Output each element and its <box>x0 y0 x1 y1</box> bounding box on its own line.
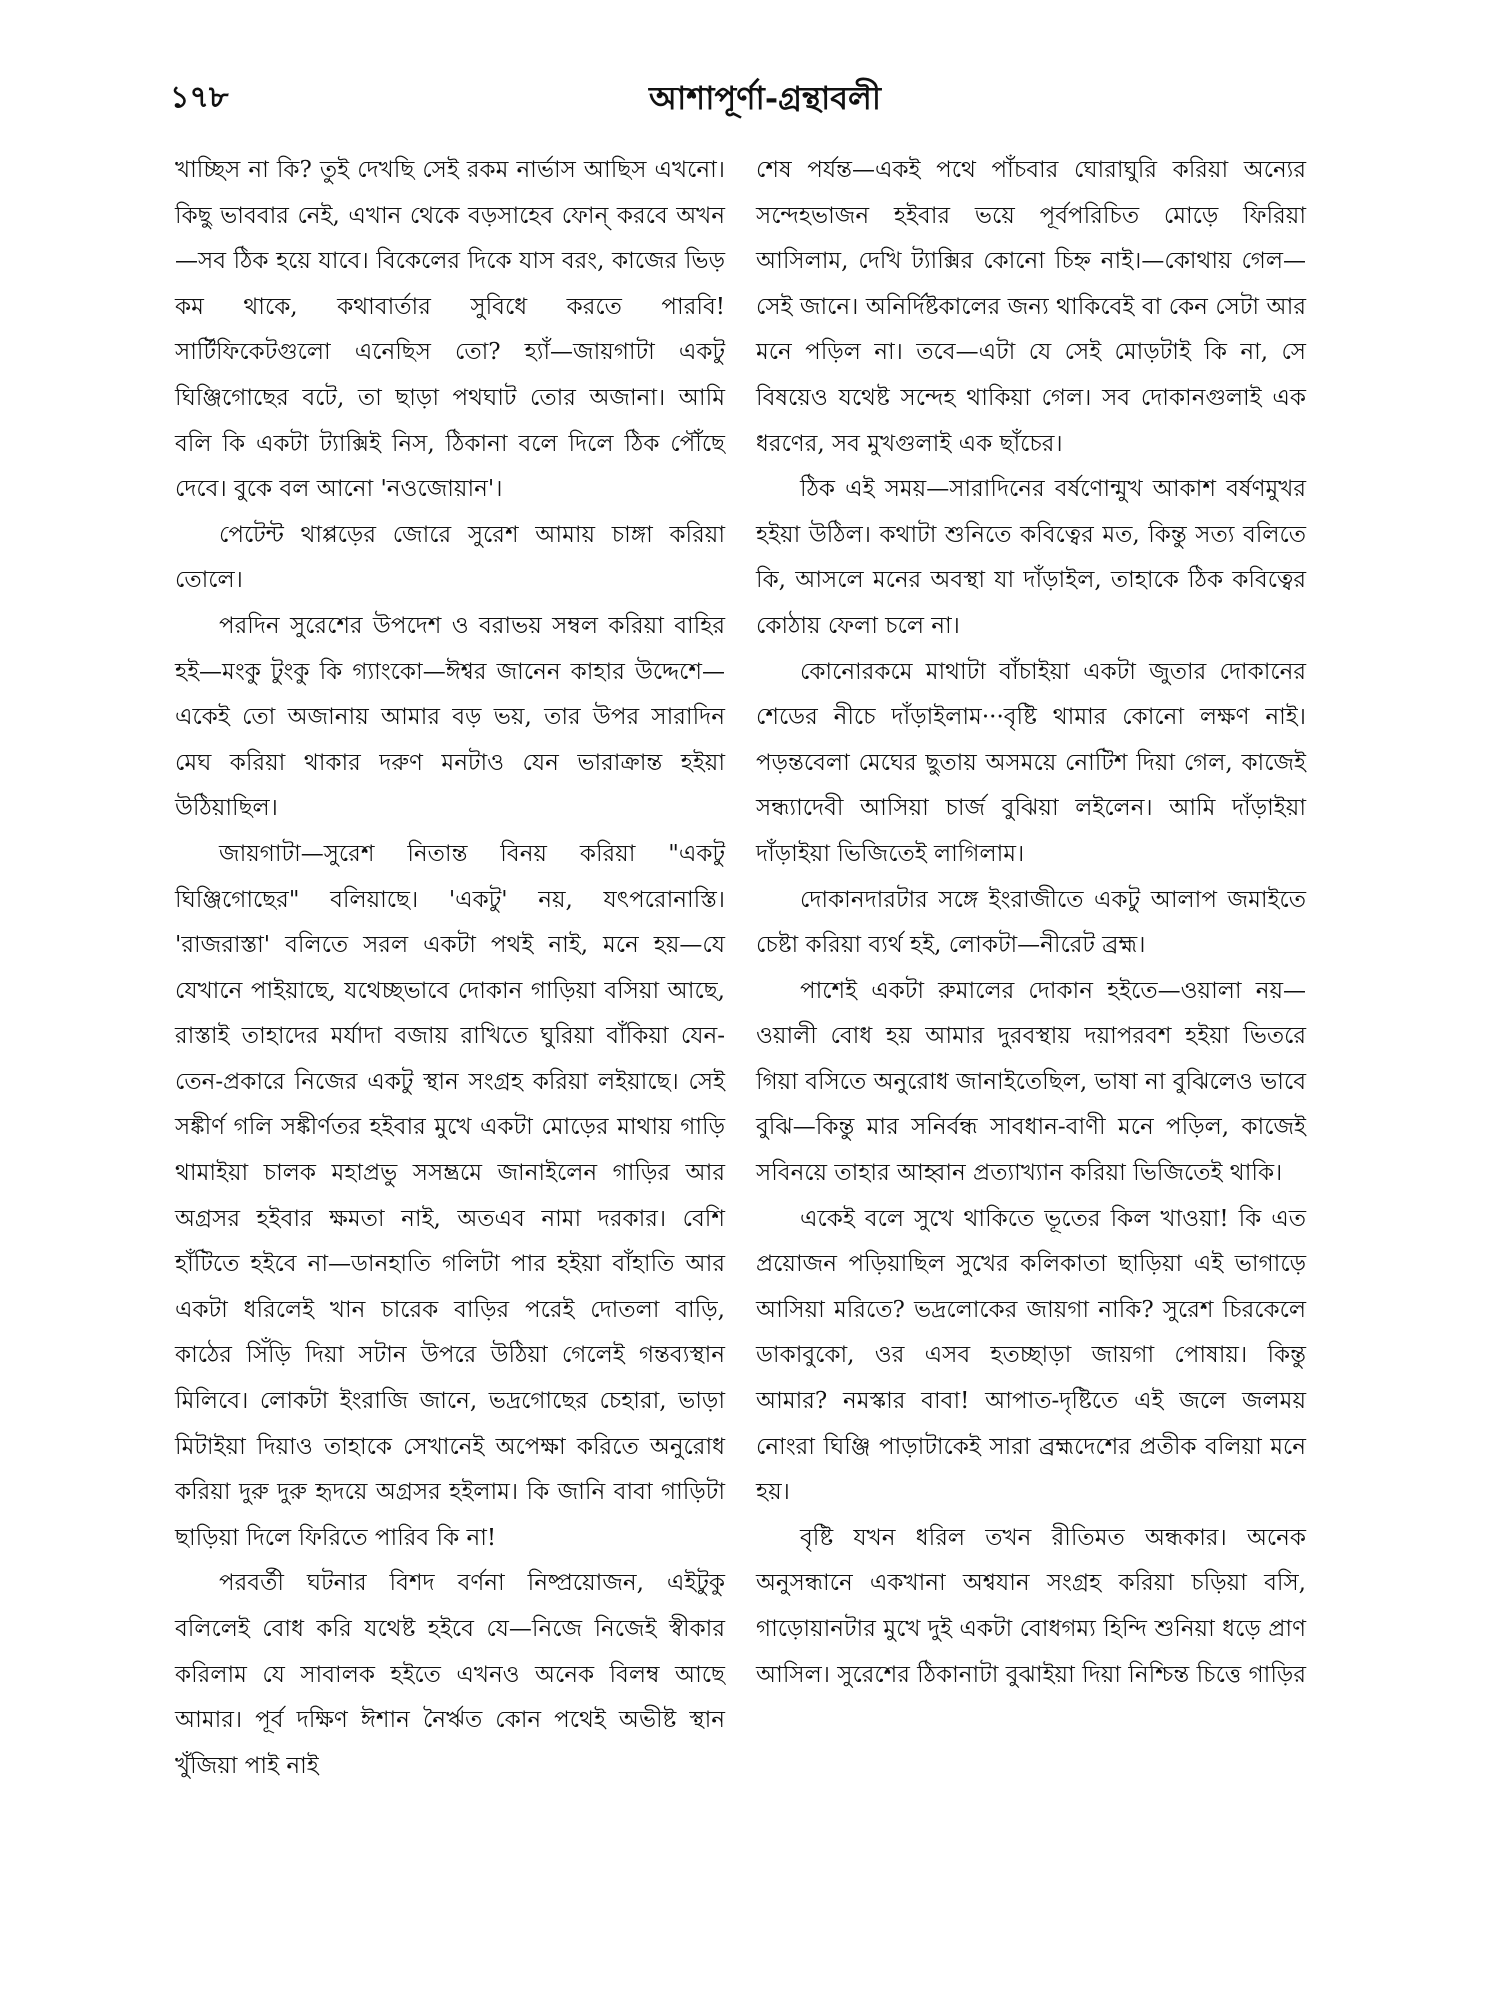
paragraph: একেই বলে সুখে থাকিতে ভূতের কিল খাওয়া! কি এত প্রয়োজন পড়িয়াছিল সুখের কলিকাতা ছাড়িয়া এই ভাগাড়ে আসিয়া মরিতে? ভদ্রলোকের জায়গা নাকি? সুরেশ চিরকেলে ডাকাবুকো, ওর এসব হতচ্ছাড়া জায়গা পোষায়। কিন্তু আমার? নমস্কার বাবা! আপাত-দৃষ্টিতে এই জলে জলময় নোংরা ঘিঞ্জি পাড়াটাকেই সারা ব্রহ্মদেশের প্রতীক বলিয়া মনে হয়। <box>756 1205 1306 1506</box>
paragraph: খাচ্ছিস না কি? তুই দেখছি সেই রকম নার্ভাস আছিস এখনো। কিছু ভাববার নেই, এখান থেকে বড়সাহেব ফোন্ করবে অখন—সব ঠিক হয়ে যাবে। বিকেলের দিকে যাস বরং, কাজের ভিড় কম থাকে, কথাবার্তার সুবিধে করতে পারবি! সার্টিফিকেটগুলো এনেছিস তো? হ্যাঁ—জায়গাটা একটু ঘিঞ্জিগোছের বটে, তা ছাড়া পথঘাট তোর অজানা। আমি বলি কি একটা ট্যাক্সিই নিস, ঠিকানা বলে দিলে ঠিক পৌঁছে দেবে। বুকে বল আনো 'নওজোয়ান'। <box>175 157 725 503</box>
running-title: আশাপূর্ণা-গ্রন্থাবলী <box>648 79 882 117</box>
paragraph: দোকানদারটার সঙ্গে ইংরাজীতে একটু আলাপ জমাইতে চেষ্টা করিয়া ব্যর্থ হই, লোকটা—নীরেট ব্রহ্ম। <box>756 886 1306 959</box>
paragraph: ঠিক এই সময়—সারাদিনের বর্ষণোন্মুখ আকাশ বর্ষণমুখর হইয়া উঠিল। কথাটা শুনিতে কবিত্বের মত, কিন্তু সত্য বলিতে কি, আসলে মনের অবস্থা যা দাঁড়াইল, তাহাকে ঠিক কবিত্বের কোঠায় ফেলা চলে না। <box>756 476 1306 639</box>
right-column <box>756 148 1306 1698</box>
paragraph: পরবর্তী ঘটনার বিশদ বর্ণনা নিষ্প্রয়োজন, এইটুকু বলিলেই বোধ করি যথেষ্ট হইবে যে—নিজে নিজেই স্বীকার করিলাম যে সাবালক হইতে এখনও অনেক বিলম্ব আছে আমার। পূর্ব দক্ষিণ ঈশান নৈর্ঋত কোন পথেই অভীষ্ট স্থান খুঁজিয়া পাই নাই <box>175 1570 725 1779</box>
paragraph: পেটেন্ট থাপ্পড়ের জোরে সুরেশ আমায় চাঙ্গা করিয়া তোলে। <box>175 521 725 594</box>
paragraph: পরদিন সুরেশের উপদেশ ও বরাভয় সম্বল করিয়া বাহির হই—মংকু টুংকু কি গ্যাংকো—ঈশ্বর জানেন কাহার উদ্দেশে—একেই তো অজানায় আমার বড় ভয়, তার উপর সারাদিন মেঘ করিয়া থাকার দরুণ মনটাও যেন ভারাক্রান্ত হইয়া উঠিয়াছিল। <box>175 612 725 822</box>
page-number: ১৭৮ <box>170 80 229 115</box>
paragraph: বৃষ্টি যখন ধরিল তখন রীতিমত অন্ধকার। অনেক অনুসন্ধানে একখানা অশ্বযান সংগ্রহ করিয়া চড়িয়া বসি, গাড়োয়ানটার মুখে দুই একটা বোধগম্য হিন্দি শুনিয়া ধড়ে প্রাণ আসিল। সুরেশের ঠিকানাটা বুঝাইয়া দিয়া নিশ্চিন্ত চিত্তে গাড়ির <box>756 1524 1306 1688</box>
paragraph: জায়গাটা—সুরেশ নিতান্ত বিনয় করিয়া "একটু ঘিঞ্জিগোছের" বলিয়াছে। 'একটু' নয়, যৎপরোনাস্তি। 'রাজরাস্তা' বলিতে সরল একটা পথই নাই, মনে হয়—যে যেখানে পাইয়াছে, যথেচ্ছভাবে দোকান গাড়িয়া বসিয়া আছে, রাস্তাই তাহাদের মর্যাদা বজায় রাখিতে ঘুরিয়া বাঁকিয়া যেন-তেন-প্রকারে নিজের একটু স্থান সংগ্রহ করিয়া লইয়াছে। সেই সঙ্কীর্ণ গলি সঙ্কীর্ণতর হইবার মুখে একটা মোড়ের মাথায় গাড়ি থামাইয়া চালক মহাপ্রভু সসম্ভ্রমে জানাইলেন গাড়ির আর অগ্রসর হইবার ক্ষমতা নাই, অতএব নামা দরকার। বেশি হাঁটিতে হইবে না—ডানহাতি গলিটা পার হইয়া বাঁহাতি আর একটা ধরিলেই খান চারেক বাড়ির পরেই দোতলা বাড়ি, কাঠের সিঁড়ি দিয়া সটান উপরে উঠিয়া গেলেই গন্তব্যস্থান মিলিবে। লোকটা ইংরাজি জানে, ভদ্রগোছের চেহারা, ভাড়া মিটাইয়া দিয়াও তাহাকে সেখানেই অপেক্ষা করিতে অনুরোধ করিয়া দুরু দুরু হৃদয়ে অগ্রসর হইলাম। কি জানি বাবা গাড়িটা ছাড়িয়া দিলে ফিরিতে পারিব কি না! <box>175 840 725 1551</box>
paragraph: শেষ পর্যন্ত—একই পথে পাঁচবার ঘোরাঘুরি করিয়া অন্যের সন্দেহভাজন হইবার ভয়ে পূর্বপরিচিত মোড়ে ফিরিয়া আসিলাম, দেখি ট্যাক্সির কোনো চিহ্ন নাই।—কোথায় গেল—সেই জানে। অনির্দিষ্টকালের জন্য থাকিবেই বা কেন সেটা আর মনে পড়িল না। তবে—এটা যে সেই মোড়টাই কি না, সে বিষয়েও যথেষ্ট সন্দেহ থাকিয়া গেল। সব দোকানগুলাই এক ধরণের, সব মুখগুলাই এক ছাঁচের। <box>756 157 1306 457</box>
paragraph: পাশেই একটা রুমালের দোকান হইতে—ওয়ালা নয়—ওয়ালী বোধ হয় আমার দুরবস্থায় দয়াপরবশ হইয়া ভিতরে গিয়া বসিতে অনুরোধ জানাইতেছিল, ভাষা না বুঝিলেও ভাবে বুঝি—কিন্তু মার সনির্বন্ধ সাবধান-বাণী মনে পড়িল, কাজেই সবিনয়ে তাহার আহ্বান প্রত্যাখ্যান করিয়া ভিজিতেই থাকি। <box>756 977 1306 1187</box>
paragraph: কোনোরকমে মাথাটা বাঁচাইয়া একটা জুতার দোকানের শেডের নীচে দাঁড়াইলাম···বৃষ্টি থামার কোনো লক্ষণ নাই। পড়ন্তবেলা মেঘের ছুতায় অসময়ে নোটিশ দিয়া গেল, কাজেই সন্ধ্যাদেবী আসিয়া চার্জ বুঝিয়া লইলেন। আমি দাঁড়াইয়া দাঁড়াইয়া ভিজিতেই লাগিলাম। <box>756 658 1306 867</box>
left-column <box>175 148 725 1789</box>
page-header <box>170 68 1360 128</box>
